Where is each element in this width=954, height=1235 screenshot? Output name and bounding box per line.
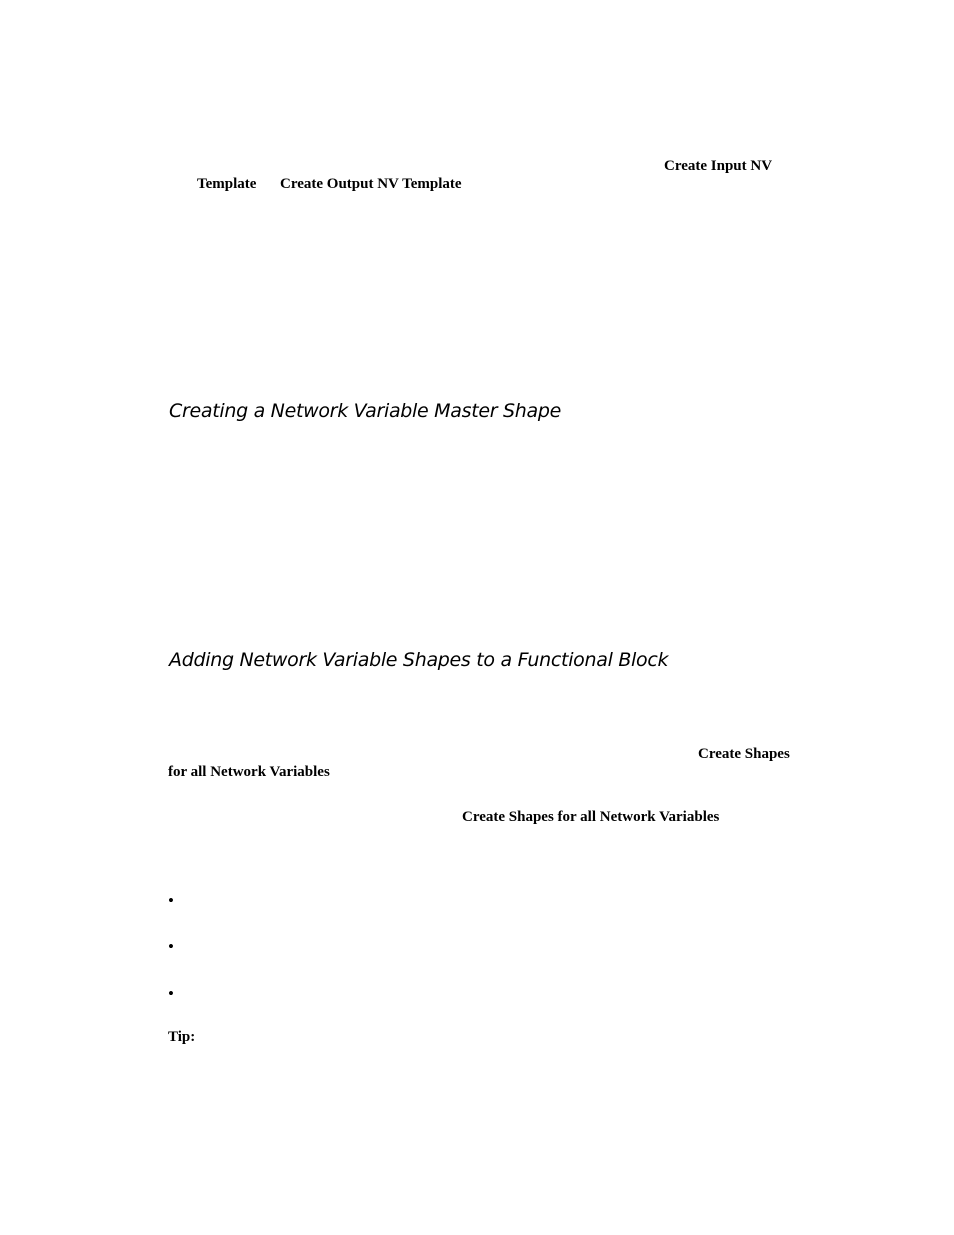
tip-label: Tip:: [168, 1029, 196, 1045]
create-shapes-all-nv-text: Create Shapes for all Network Variables: [462, 809, 720, 825]
bullet-item-3: •: [168, 984, 174, 1003]
create-output-nv-template-text: Create Output NV Template: [280, 176, 462, 192]
for-all-network-variables-text: for all Network Variables: [168, 764, 330, 780]
heading-creating-master-shape: Creating a Network Variable Master Shape: [169, 400, 561, 422]
bullet-item-2: •: [168, 937, 174, 956]
heading-adding-nv-shapes: Adding Network Variable Shapes to a Functional Block: [169, 649, 669, 671]
create-input-nv-text: Create Input NV: [664, 158, 773, 174]
bullet-item-1: •: [168, 891, 174, 910]
template-text: Template: [197, 176, 257, 192]
create-shapes-text: Create Shapes: [698, 746, 790, 762]
